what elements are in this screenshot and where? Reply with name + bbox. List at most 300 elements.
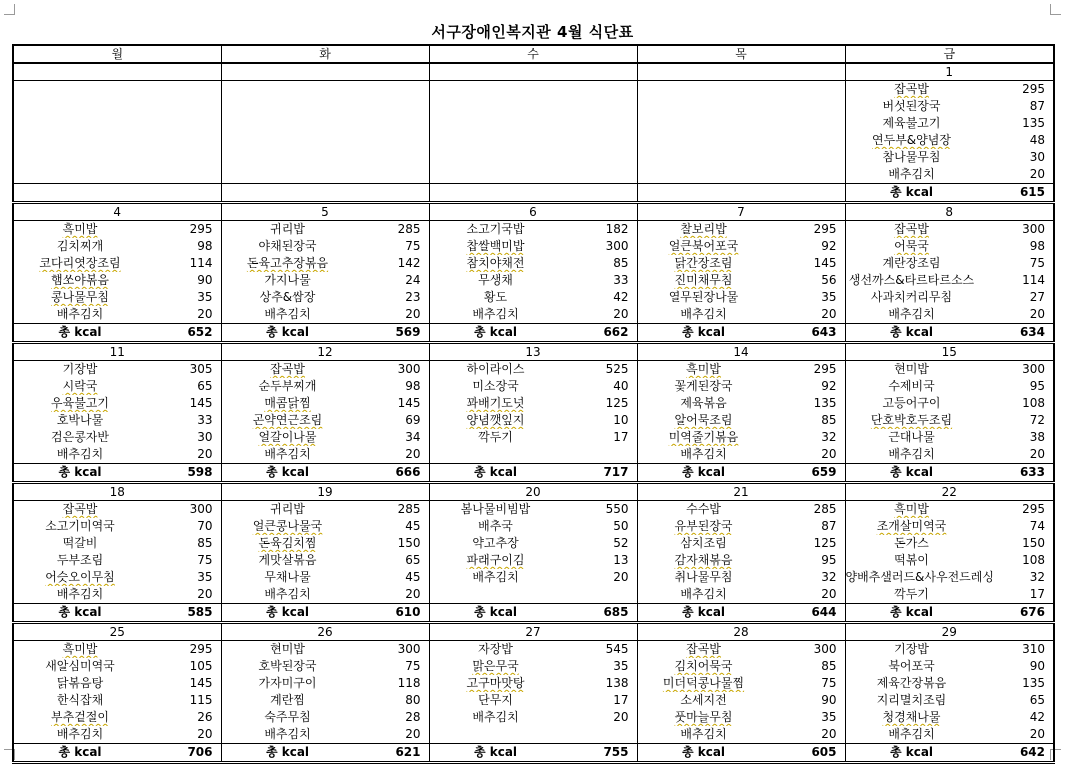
dish-item [222,709,429,726]
dish-kcal: 295 [813,222,837,236]
dish-item [430,501,637,518]
dish-name: 김치어묵국 [674,659,733,673]
dish-item [222,692,429,709]
dish-item [222,255,429,272]
dish-item [846,501,1054,518]
total-value: 685 [603,605,629,619]
dish-row [13,306,1054,324]
dish-name: 무채나물 [264,570,311,584]
dish-name: 계란장조림 [882,256,941,270]
dish-kcal: 33 [613,273,629,287]
dish-cell [845,552,1054,569]
dish-cell [429,535,637,552]
dish-name: 귀리밥 [270,502,305,516]
dish-name: 귀리밥 [270,222,305,236]
dish-cell [13,446,221,464]
date-cell: 29 [845,623,1054,641]
dish-item [222,289,429,306]
dish-cell [221,238,429,255]
dish-name: 닭간장조림 [674,256,733,270]
dish-cell [429,412,637,429]
dish-kcal: 98 [405,379,421,393]
dish-cell [637,641,845,659]
dish-cell [845,535,1054,552]
dish-kcal: 75 [197,553,213,567]
dish-name: 콩나물무침 [51,290,109,304]
dish-cell [845,586,1054,604]
dish-cell [221,98,429,115]
total-kcal [638,464,845,481]
dish-item [430,412,637,429]
total-cell [429,324,637,343]
dish-name: 봄나물비빔밥 [460,502,531,516]
dish-item [846,361,1054,378]
dish-name: 황도 [483,290,508,304]
dish-name: 꽈배기도넛 [466,396,525,410]
total-label: 총 kcal [473,605,518,619]
total-label: 총 kcal [265,465,310,479]
dish-name: 얼갈이나물 [258,430,317,444]
dish-item [222,552,429,569]
dish-name: 한식잡채 [56,693,104,707]
dish-name: 알어묵조림 [674,413,733,427]
dish-kcal: 20 [197,307,213,321]
dish-item [638,289,845,306]
dish-name: 풋마늘무침 [674,710,733,724]
dish-name: 닭볶음탕 [56,676,104,690]
dish-item [638,446,845,463]
date-cell: 11 [13,343,221,361]
dish-name: 자장밥 [478,642,513,656]
dish-cell [221,412,429,429]
dish-name: 참나물무침 [882,150,941,164]
dish-kcal: 285 [397,502,421,516]
dish-item [846,641,1054,658]
dish-cell [429,361,637,379]
dish-name: 곤약연근조림 [252,413,323,427]
dish-item [14,361,221,378]
total-value: 706 [187,745,213,759]
dish-kcal: 70 [197,519,213,533]
total-kcal [222,744,429,761]
dish-cell [13,378,221,395]
dish-cell [13,238,221,255]
dish-name: 감자채볶음 [674,553,733,567]
dish-item [430,552,637,569]
date-row [13,63,1054,81]
dish-cell [845,272,1054,289]
total-row [13,464,1054,483]
total-label: 총 kcal [889,465,934,479]
dish-name: 꽃게된장국 [674,379,733,393]
weekday-header: 화 [221,45,429,63]
dish-name: 열무된장나물 [668,290,739,304]
dish-name: 흑미밥 [686,362,721,376]
dish-kcal: 85 [197,536,213,550]
dish-cell [221,641,429,659]
dish-name: 배추김치 [888,167,935,181]
dish-name: 잡곡밥 [686,642,721,656]
dish-name: 찰보리밥 [680,222,727,236]
dish-kcal: 125 [605,396,629,410]
total-kcal [846,604,1054,621]
dish-name: 양배추샐러드&사우전드레싱 [845,570,994,584]
dish-item [846,535,1054,552]
total-value: 598 [187,465,213,479]
dish-cell [13,726,221,744]
dish-item [638,692,845,709]
dish-name: 새알심미역국 [45,659,115,673]
page-corner-mark [4,4,15,15]
dish-name: 수수밥 [686,502,721,516]
dish-cell [637,255,845,272]
dish-kcal: 95 [1029,379,1045,393]
dish-item [638,238,845,255]
dish-item [846,446,1054,463]
dish-kcal: 45 [405,519,421,533]
dish-item [14,255,221,272]
dish-name: 햄쏘야볶음 [51,273,109,287]
dish-name: 배추김치 [472,570,519,584]
total-kcal [14,324,221,341]
weekday-header: 금 [845,45,1054,63]
dish-kcal: 74 [1029,519,1045,533]
dish-cell [637,535,845,552]
weekday-header-row [13,45,1054,63]
dish-cell [845,166,1054,184]
dish-row [13,692,1054,709]
dish-kcal: 75 [405,239,421,253]
total-label: 총 kcal [889,605,934,619]
dish-cell [221,221,429,239]
dish-name: 두부조림 [56,553,104,567]
dish-row [13,98,1054,115]
dish-cell [637,429,845,446]
dish-cell [637,446,845,464]
date-cell: 18 [13,483,221,501]
dish-cell [845,289,1054,306]
dish-cell [637,132,845,149]
total-label: 총 kcal [265,605,310,619]
dish-cell [429,378,637,395]
dish-name: 수제비국 [888,379,935,393]
dish-item [14,378,221,395]
dish-item [14,446,221,463]
dish-item [638,586,845,603]
dish-kcal: 92 [821,239,837,253]
total-cell [429,184,637,203]
dish-kcal: 32 [1029,570,1045,584]
dish-item [14,221,221,238]
dish-item [430,255,637,272]
total-kcal [846,464,1054,481]
total-label: 총 kcal [681,325,726,339]
dish-cell [429,255,637,272]
dish-name: 어묵국 [894,239,929,253]
dish-item [222,238,429,255]
total-value: 605 [811,745,837,759]
dish-kcal: 115 [189,693,213,707]
dish-kcal: 85 [613,256,629,270]
dish-name: 사과치커리무침 [870,290,953,304]
dish-cell [221,306,429,324]
dish-cell [845,446,1054,464]
date-cell: 20 [429,483,637,501]
dish-name: 흑미밥 [62,222,98,236]
dish-cell [221,501,429,519]
dish-kcal: 50 [613,519,629,533]
dish-item [846,709,1054,726]
dish-name: 찹쌀백미밥 [466,239,525,253]
dish-item [222,378,429,395]
dish-item [222,412,429,429]
dish-row [13,272,1054,289]
dish-cell [845,518,1054,535]
dish-kcal: 20 [821,587,837,601]
dish-item [14,641,221,658]
dish-name: 배추김치 [680,727,727,741]
dish-item [638,412,845,429]
dish-item [14,429,221,446]
dish-cell [845,675,1054,692]
dish-cell [845,692,1054,709]
dish-name: 진미채무침 [674,273,733,287]
dish-item [846,726,1054,743]
dish-kcal: 65 [405,553,421,567]
dish-cell [221,132,429,149]
total-label: 총 kcal [265,325,310,339]
dish-item [638,221,845,238]
total-cell [637,324,845,343]
dish-kcal: 20 [405,447,421,461]
dish-kcal: 87 [1029,99,1045,113]
total-label: 총 kcal [265,745,310,759]
dish-item [638,535,845,552]
total-value: 643 [811,325,837,339]
dish-cell [429,709,637,726]
dish-cell [221,569,429,586]
dish-item [846,238,1054,255]
dish-name: 참치야채전 [466,256,525,270]
dish-kcal: 20 [197,447,213,461]
dish-kcal: 26 [197,710,213,724]
dish-cell [845,658,1054,675]
date-cell: 14 [637,343,845,361]
dish-cell [845,395,1054,412]
total-value: 633 [1019,465,1045,479]
dish-kcal: 295 [1022,502,1045,516]
dish-kcal: 35 [613,659,629,673]
dish-cell [637,658,845,675]
total-kcal [14,604,221,621]
dish-item [430,569,637,586]
dish-kcal: 145 [189,396,213,410]
dish-kcal: 27 [1029,290,1045,304]
total-cell [221,324,429,343]
dish-kcal: 17 [1029,587,1045,601]
dish-kcal: 135 [1022,676,1045,690]
dish-cell [221,692,429,709]
dish-kcal: 285 [813,502,837,516]
dish-cell [429,166,637,184]
dish-kcal: 90 [1029,659,1045,673]
dish-item [638,569,845,586]
dish-cell [637,726,845,744]
dish-item [222,535,429,552]
dish-kcal: 34 [405,430,421,444]
total-row [13,604,1054,623]
total-value: 585 [187,605,213,619]
dish-name: 고등어구이 [882,396,941,410]
dish-cell [13,221,221,239]
dish-cell [845,569,1054,586]
dish-row [13,429,1054,446]
dish-item [222,641,429,658]
dish-name: 배추김치 [56,307,104,321]
dish-name: 파래구이김 [466,553,525,567]
dish-cell [13,586,221,604]
dish-cell [845,361,1054,379]
dish-item [846,98,1054,115]
dish-item [14,412,221,429]
dish-item [14,238,221,255]
weekday-header: 목 [637,45,845,63]
dish-kcal: 114 [189,256,213,270]
dish-kcal: 48 [1029,133,1045,147]
dish-cell [221,535,429,552]
dish-cell [221,166,429,184]
dish-cell [221,149,429,166]
dish-name: 단무지 [478,693,513,707]
dish-cell [637,166,845,184]
dish-cell [429,569,637,586]
dish-item [638,306,845,323]
dish-name: 잡곡밥 [894,222,929,236]
dish-name: 기장밥 [894,642,929,656]
total-row [13,184,1054,203]
dish-item [222,272,429,289]
dish-cell [221,115,429,132]
dish-kcal: 142 [397,256,421,270]
weekday-header: 수 [429,45,637,63]
total-cell [429,604,637,623]
dish-cell [221,378,429,395]
date-cell: 28 [637,623,845,641]
dish-cell [221,255,429,272]
dish-cell [13,552,221,569]
dish-kcal: 20 [405,307,421,321]
dish-name: 배추김치 [680,447,727,461]
dish-row [13,569,1054,586]
dish-kcal: 150 [1022,536,1045,550]
dish-row [13,115,1054,132]
dish-name: 시락국 [62,379,98,393]
dish-cell [429,586,637,604]
total-cell [429,744,637,763]
dish-cell [845,238,1054,255]
dish-cell [845,378,1054,395]
date-cell [13,63,221,81]
total-kcal [846,324,1054,341]
dish-kcal: 300 [1022,222,1045,236]
dish-cell [221,272,429,289]
dish-cell [429,238,637,255]
dish-kcal: 75 [821,676,837,690]
dish-cell [845,98,1054,115]
dish-kcal: 90 [821,693,837,707]
dish-name: 지리멸치조림 [876,693,947,707]
total-cell [13,604,221,623]
total-value: 666 [395,465,421,479]
dish-kcal: 92 [821,379,837,393]
total-label: 총 kcal [473,745,518,759]
dish-kcal: 300 [1022,362,1045,376]
dish-item [846,132,1054,149]
dish-cell [429,395,637,412]
dish-item [430,675,637,692]
total-cell [221,744,429,763]
dish-cell [845,641,1054,659]
dish-cell [637,115,845,132]
dish-cell [13,518,221,535]
dish-cell [845,726,1054,744]
dish-item [14,726,221,743]
dish-item [638,255,845,272]
dish-name: 무생채 [478,273,513,287]
total-value: 662 [603,325,629,339]
total-kcal [846,184,1054,201]
dish-cell [637,149,845,166]
total-label: 총 kcal [681,745,726,759]
dish-kcal: 35 [821,710,837,724]
dish-cell [429,306,637,324]
dish-name: 배추김치 [888,727,935,741]
dish-name: 배추김치 [472,710,519,724]
dish-item [430,692,637,709]
total-cell [429,464,637,483]
dish-kcal: 85 [821,413,837,427]
dish-row [13,238,1054,255]
dish-item [638,709,845,726]
dish-cell [845,412,1054,429]
dish-name: 코다리엿장조림 [39,256,121,270]
dish-name: 연두부&양념장 [872,133,951,147]
dish-kcal: 42 [1029,710,1045,724]
dish-name: 제육볶음 [680,396,727,410]
dish-cell [13,501,221,519]
total-row [13,744,1054,763]
dish-cell [637,692,845,709]
date-cell: 15 [845,343,1054,361]
dish-item [14,552,221,569]
dish-cell [637,272,845,289]
dish-cell [429,518,637,535]
dish-kcal: 135 [813,396,837,410]
dish-cell [13,132,221,149]
dish-item [14,569,221,586]
dish-kcal: 295 [813,362,837,376]
total-kcal [430,324,637,341]
dish-item [14,289,221,306]
dish-name: 돈가스 [894,536,929,550]
dish-name: 배추김치 [888,447,935,461]
dish-cell [13,429,221,446]
dish-cell [845,306,1054,324]
dish-item [846,412,1054,429]
dish-kcal: 85 [821,659,837,673]
dish-cell [429,675,637,692]
dish-kcal: 98 [1029,239,1045,253]
